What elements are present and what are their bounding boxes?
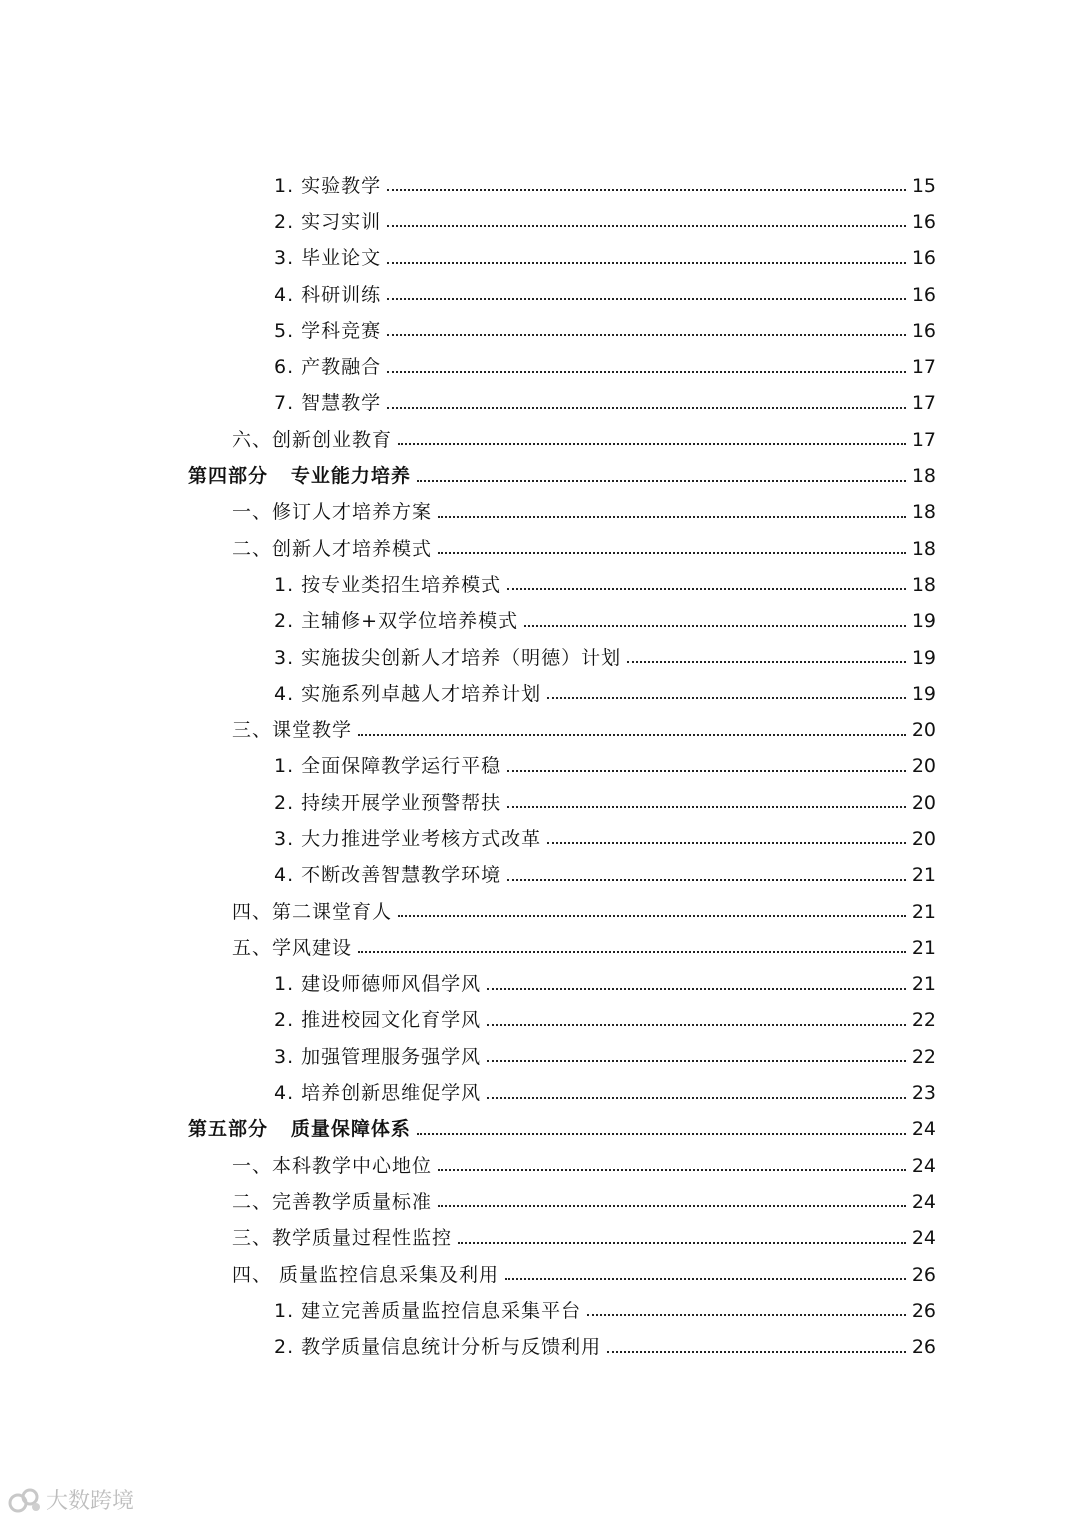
toc-dot-leader [438, 552, 906, 554]
toc-page-number: 15 [911, 174, 936, 197]
toc-entry[interactable] [0, 1184, 1080, 1220]
toc-entry-title: 1. 建立完善质量监控信息采集平台 [274, 1299, 582, 1322]
toc-dot-leader [387, 371, 906, 373]
toc-dot-leader [387, 189, 906, 191]
toc-page-number: 17 [911, 428, 936, 451]
toc-page-number: 21 [911, 864, 936, 887]
toc-page-number: 22 [911, 1009, 936, 1032]
toc-page-number: 16 [911, 247, 936, 270]
toc-dot-leader [417, 1133, 906, 1135]
toc-dot-leader [547, 697, 906, 699]
toc-page-number: 21 [911, 900, 936, 923]
toc-dot-leader [507, 770, 906, 772]
toc-dot-leader [398, 915, 906, 917]
toc-entry[interactable] [0, 1039, 1080, 1075]
toc-entry[interactable] [0, 676, 1080, 712]
toc-dot-leader [487, 988, 906, 990]
toc-entry-title: 3. 毕业论文 [274, 247, 382, 270]
toc-entry-title: 第四部分 专业能力培养 [188, 465, 411, 488]
toc-page-number: 20 [911, 755, 936, 778]
toc-page-number: 22 [911, 1045, 936, 1068]
toc-dot-leader [438, 1169, 906, 1171]
toc-entry[interactable] [0, 604, 1080, 640]
toc-dot-leader [587, 1314, 906, 1316]
toc-dot-leader [387, 225, 906, 227]
toc-page-number: 19 [911, 682, 936, 705]
toc-entry-title: 2. 推进校园文化育学风 [274, 1009, 482, 1032]
toc-page-number: 20 [911, 827, 936, 850]
toc-entry-title: 二、完善教学质量标准 [232, 1190, 433, 1213]
toc-page-number: 23 [911, 1082, 936, 1105]
toc-entry-title: 一、修订人才培养方案 [232, 501, 433, 524]
toc-dot-leader [507, 806, 906, 808]
toc-entry[interactable] [0, 531, 1080, 567]
table-of-contents [0, 168, 1080, 1366]
toc-entry-title: 3. 大力推进学业考核方式改革 [274, 827, 542, 850]
toc-entry-title: 2. 实习实训 [274, 210, 382, 233]
toc-entry[interactable] [0, 1003, 1080, 1039]
toc-entry[interactable] [0, 930, 1080, 966]
toc-entry[interactable] [0, 967, 1080, 1003]
toc-entry-title: 1. 全面保障教学运行平稳 [274, 755, 502, 778]
toc-entry[interactable] [0, 712, 1080, 748]
toc-page-number: 24 [911, 1118, 936, 1141]
toc-dot-leader [358, 734, 906, 736]
toc-entry-title: 4. 科研训练 [274, 283, 382, 306]
toc-entry-title: 6. 产教融合 [274, 356, 382, 379]
toc-entry[interactable] [0, 495, 1080, 531]
toc-entry[interactable] [0, 241, 1080, 277]
toc-entry[interactable] [0, 1293, 1080, 1329]
toc-entry[interactable] [0, 821, 1080, 857]
toc-page-number: 17 [911, 356, 936, 379]
toc-entry-title: 2. 教学质量信息统计分析与反馈利用 [274, 1336, 602, 1359]
toc-entry[interactable] [0, 894, 1080, 930]
toc-entry[interactable] [0, 313, 1080, 349]
toc-page-number: 24 [911, 1190, 936, 1213]
toc-entry-title: 5. 学科竞赛 [274, 319, 382, 342]
toc-entry-title: 2. 主辅修+双学位培养模式 [274, 610, 519, 633]
toc-entry-title: 二、创新人才培养模式 [232, 537, 433, 560]
toc-entry[interactable] [0, 1221, 1080, 1257]
toc-entry[interactable] [0, 1075, 1080, 1111]
toc-entry-title: 1. 实验教学 [274, 174, 382, 197]
toc-dot-leader [547, 842, 906, 844]
toc-page-number: 21 [911, 973, 936, 996]
toc-dot-leader [627, 661, 906, 663]
toc-entry-title: 4. 不断改善智慧教学环境 [274, 864, 502, 887]
toc-dot-leader [458, 1242, 906, 1244]
toc-entry[interactable] [0, 1257, 1080, 1293]
toc-entry[interactable] [0, 386, 1080, 422]
toc-page-number: 18 [911, 501, 936, 524]
toc-entry[interactable] [0, 749, 1080, 785]
toc-dot-leader [358, 951, 906, 953]
toc-page-number: 16 [911, 319, 936, 342]
watermark-text: 大数跨境 [46, 1489, 135, 1514]
toc-entry[interactable] [0, 349, 1080, 385]
toc-entry[interactable] [0, 277, 1080, 313]
toc-entry[interactable] [0, 1330, 1080, 1366]
toc-page-number: 21 [911, 936, 936, 959]
toc-page-number: 24 [911, 1227, 936, 1250]
toc-dot-leader [507, 879, 906, 881]
brand-logo-icon [8, 1485, 42, 1515]
toc-entry[interactable] [0, 858, 1080, 894]
toc-entry-title: 第五部分 质量保障体系 [188, 1118, 411, 1141]
toc-entry-title: 三、教学质量过程性监控 [232, 1227, 453, 1250]
toc-entry[interactable] [0, 168, 1080, 204]
toc-entry[interactable] [0, 458, 1080, 494]
toc-page-number: 26 [911, 1299, 936, 1322]
toc-page-number: 26 [911, 1336, 936, 1359]
toc-dot-leader [505, 1278, 906, 1280]
toc-page-number: 16 [911, 210, 936, 233]
toc-dot-leader [387, 407, 906, 409]
toc-page-number: 18 [911, 465, 936, 488]
toc-dot-leader [438, 516, 906, 518]
toc-page-number: 18 [911, 537, 936, 560]
toc-page-number: 19 [911, 610, 936, 633]
toc-entry-title: 四、 质量监控信息采集及利用 [232, 1263, 500, 1286]
toc-entry-title: 4. 培养创新思维促学风 [274, 1082, 482, 1105]
toc-entry-title: 1. 建设师德师风倡学风 [274, 973, 482, 996]
toc-dot-leader [487, 1097, 906, 1099]
toc-entry[interactable] [0, 1148, 1080, 1184]
toc-page-number: 20 [911, 719, 936, 742]
toc-dot-leader [417, 480, 906, 482]
toc-entry-title: 4. 实施系列卓越人才培养计划 [274, 682, 542, 705]
toc-dot-leader [387, 334, 906, 336]
toc-entry-title: 2. 持续开展学业预警帮扶 [274, 791, 502, 814]
toc-dot-leader [487, 1060, 906, 1062]
toc-page-number: 19 [911, 646, 936, 669]
toc-dot-leader [387, 262, 906, 264]
toc-dot-leader [438, 1205, 906, 1207]
toc-dot-leader [524, 625, 906, 627]
toc-page-number: 16 [911, 283, 936, 306]
toc-entry-title: 五、学风建设 [232, 936, 353, 959]
toc-page-number: 20 [911, 791, 936, 814]
toc-page-number: 17 [911, 392, 936, 415]
toc-dot-leader [487, 1024, 906, 1026]
toc-entry-title: 1. 按专业类招生培养模式 [274, 573, 502, 596]
watermark [8, 1484, 134, 1515]
toc-entry[interactable] [0, 422, 1080, 458]
toc-entry-title: 3. 加强管理服务强学风 [274, 1045, 482, 1068]
toc-entry-title: 六、创新创业教育 [232, 428, 393, 451]
toc-page-number: 24 [911, 1154, 936, 1177]
toc-dot-leader [387, 298, 906, 300]
toc-dot-leader [607, 1351, 906, 1353]
toc-entry[interactable] [0, 1112, 1080, 1148]
toc-entry-title: 一、本科教学中心地位 [232, 1154, 433, 1177]
toc-entry-title: 3. 实施拔尖创新人才培养（明德）计划 [274, 646, 622, 669]
toc-dot-leader [507, 588, 906, 590]
toc-page-number: 18 [911, 573, 936, 596]
toc-page-number: 26 [911, 1263, 936, 1286]
toc-entry-title: 三、课堂教学 [232, 719, 353, 742]
toc-entry-title: 四、第二课堂育人 [232, 900, 393, 923]
toc-entry[interactable] [0, 640, 1080, 676]
toc-dot-leader [398, 443, 906, 445]
toc-entry[interactable] [0, 785, 1080, 821]
toc-entry[interactable] [0, 204, 1080, 240]
toc-entry[interactable] [0, 567, 1080, 603]
toc-entry-title: 7. 智慧教学 [274, 392, 382, 415]
